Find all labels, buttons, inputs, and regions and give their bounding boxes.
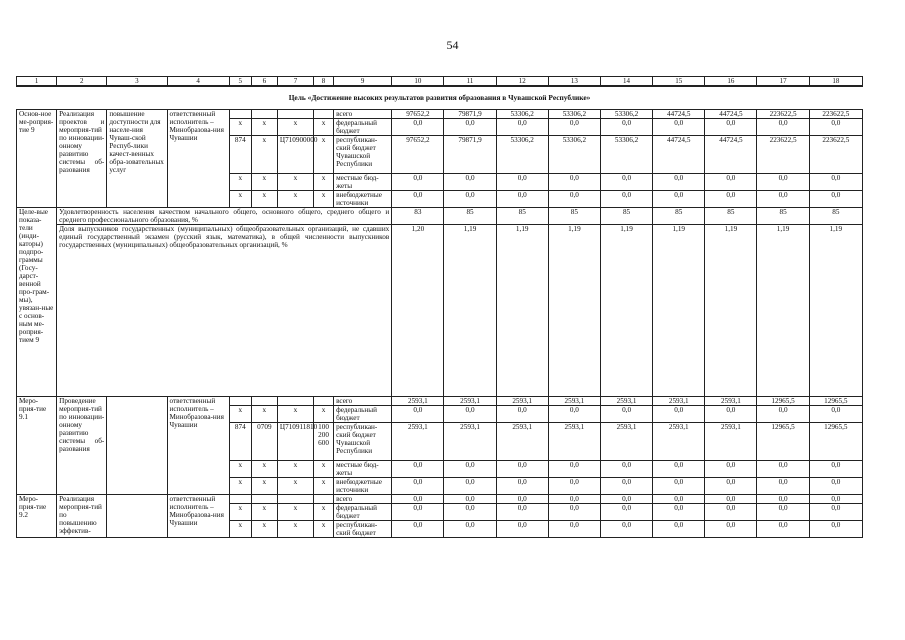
budget-code: [229, 110, 251, 119]
amount-cell: 44724,5: [705, 136, 757, 174]
funding-source: всего: [334, 495, 392, 504]
indicator-value: 85: [809, 208, 862, 225]
budget-code: Ц710911810: [277, 423, 313, 461]
amount-cell: 0,0: [809, 191, 862, 208]
amount-cell: 0,0: [392, 521, 444, 538]
budget-code: [251, 397, 277, 406]
amount-cell: 0,0: [705, 191, 757, 208]
funding-source: федеральный бюджет: [334, 406, 392, 423]
amount-cell: 0,0: [548, 495, 600, 504]
amount-cell: 53306,2: [600, 110, 652, 119]
budget-code: x: [229, 504, 251, 521]
indicator-value: 85: [496, 208, 548, 225]
budget-code: [229, 495, 251, 504]
amount-cell: 0,0: [548, 521, 600, 538]
amount-cell: 0,0: [392, 495, 444, 504]
amount-cell: 0,0: [444, 461, 496, 478]
amount-cell: 0,0: [653, 478, 705, 495]
amount-cell: 0,0: [392, 191, 444, 208]
budget-code: x: [277, 119, 313, 136]
amount-cell: 2593,1: [496, 397, 548, 406]
indicator-row: [17, 225, 863, 397]
amount-cell: 0,0: [496, 119, 548, 136]
column-number: 15: [653, 77, 705, 87]
amount-cell: 0,0: [705, 521, 757, 538]
indicator-value: 85: [600, 208, 652, 225]
column-number: 7: [277, 77, 313, 87]
indicator-value: 83: [392, 208, 444, 225]
amount-cell: 0,0: [548, 174, 600, 191]
budget-code: x: [314, 119, 334, 136]
column-number: 3: [107, 77, 167, 87]
amount-cell: 0,0: [757, 478, 809, 495]
amount-cell: 12965,5: [757, 397, 809, 406]
budget-code: x: [251, 406, 277, 423]
amount-cell: 53306,2: [496, 136, 548, 174]
amount-cell: 0,0: [705, 504, 757, 521]
budget-code: 874: [229, 136, 251, 174]
event-name: Основ-ное ме-роприя-тие 9: [17, 110, 57, 208]
amount-cell: 0,0: [496, 521, 548, 538]
budget-table: [16, 76, 863, 538]
amount-cell: 53306,2: [548, 136, 600, 174]
budget-code: [277, 495, 313, 504]
budget-code: x: [251, 119, 277, 136]
amount-cell: 0,0: [600, 478, 652, 495]
amount-cell: 2593,1: [653, 397, 705, 406]
funding-source: местные бюд-жеты: [334, 461, 392, 478]
indicator-value: 1,20: [392, 225, 444, 397]
amount-cell: 2593,1: [600, 397, 652, 406]
amount-cell: 0,0: [496, 504, 548, 521]
amount-cell: 0,0: [600, 521, 652, 538]
amount-cell: 0,0: [548, 478, 600, 495]
amount-cell: 0,0: [653, 521, 705, 538]
event-title: Проведение мероприя-тий по инновации-онному развитию системы об-разования: [57, 397, 107, 495]
indicator-value: 1,19: [809, 225, 862, 397]
executor: ответственный исполнитель – Минобразова-ния Чувашии: [167, 110, 229, 208]
amount-cell: 0,0: [548, 461, 600, 478]
funding-source: всего: [334, 110, 392, 119]
amount-cell: 0,0: [653, 174, 705, 191]
amount-cell: 0,0: [757, 191, 809, 208]
indicator-value: 1,19: [548, 225, 600, 397]
amount-cell: 12965,5: [757, 423, 809, 461]
goal-row: [17, 86, 863, 110]
event-title: Реализация мероприя-тий по повышению эффектив-: [57, 495, 107, 538]
amount-cell: 2593,1: [548, 397, 600, 406]
amount-cell: 0,0: [548, 406, 600, 423]
amount-cell: 0,0: [705, 174, 757, 191]
budget-code: 874: [229, 423, 251, 461]
budget-code: x: [229, 478, 251, 495]
amount-cell: 0,0: [705, 406, 757, 423]
budget-code: x: [229, 461, 251, 478]
funding-source: всего: [334, 397, 392, 406]
amount-cell: 2593,1: [653, 423, 705, 461]
budget-code: x: [229, 521, 251, 538]
amount-cell: 0,0: [809, 495, 862, 504]
amount-cell: 0,0: [392, 174, 444, 191]
budget-code: x: [251, 478, 277, 495]
amount-cell: 0,0: [392, 461, 444, 478]
amount-cell: 0,0: [444, 504, 496, 521]
amount-cell: 53306,2: [496, 110, 548, 119]
amount-cell: 2593,1: [548, 423, 600, 461]
amount-cell: 0,0: [444, 174, 496, 191]
amount-cell: 0,0: [444, 119, 496, 136]
budget-code: x: [277, 521, 313, 538]
budget-code: [277, 397, 313, 406]
budget-code: [314, 495, 334, 504]
indicator-value: 1,19: [444, 225, 496, 397]
budget-code: x: [251, 461, 277, 478]
indicators-label: Целе-вые показа-тели (инди-каторы) подпро-граммы (Госу-дарст-венной про-грам-мы), увязан-ные с основ-ным ме-роприя-тием 9: [17, 208, 57, 397]
amount-cell: 0,0: [757, 461, 809, 478]
amount-cell: 0,0: [600, 495, 652, 504]
amount-cell: 97652,2: [392, 136, 444, 174]
budget-code: x: [314, 191, 334, 208]
indicator-value: 85: [444, 208, 496, 225]
budget-code: x: [229, 119, 251, 136]
column-number: 12: [496, 77, 548, 87]
budget-code: x: [229, 406, 251, 423]
indicator-value: 85: [757, 208, 809, 225]
budget-code: Ц710900000: [277, 136, 313, 174]
amount-cell: 0,0: [496, 174, 548, 191]
event-target: [107, 397, 167, 495]
budget-code: x: [314, 136, 334, 174]
amount-cell: 0,0: [809, 174, 862, 191]
amount-cell: 0,0: [809, 406, 862, 423]
budget-code: [251, 495, 277, 504]
amount-cell: 0,0: [757, 504, 809, 521]
amount-cell: 0,0: [809, 521, 862, 538]
budget-code: x: [277, 478, 313, 495]
column-number: 10: [392, 77, 444, 87]
amount-cell: 0,0: [548, 504, 600, 521]
budget-code: x: [314, 521, 334, 538]
amount-cell: 53306,2: [600, 136, 652, 174]
budget-code: x: [277, 406, 313, 423]
amount-cell: 2593,1: [444, 423, 496, 461]
amount-cell: 2593,1: [496, 423, 548, 461]
budget-code: [277, 110, 313, 119]
amount-cell: 0,0: [757, 521, 809, 538]
budget-code: [314, 397, 334, 406]
indicator-text: Доля выпускников государственных (муниципальных) общеобразовательных организаций, не сдавших единый государственный экзамен (русский язык, математика), в общей численности выпускников государственных (муниципальных) общеобразовательных организаций, %: [57, 225, 392, 397]
funding-source: внебюджетные источники: [334, 478, 392, 495]
amount-cell: 12965,5: [809, 423, 862, 461]
column-number: 16: [705, 77, 757, 87]
amount-cell: 2593,1: [705, 397, 757, 406]
amount-cell: 0,0: [809, 504, 862, 521]
event-name: Меро-прия-тие 9.2: [17, 495, 57, 538]
column-number: 1: [17, 77, 57, 87]
amount-cell: 0,0: [392, 504, 444, 521]
budget-code: x: [229, 174, 251, 191]
amount-cell: 2593,1: [392, 397, 444, 406]
funding-source: республикан-ский бюджет Чувашской Республики: [334, 423, 392, 461]
page-number: 54: [446, 38, 459, 52]
amount-cell: 0,0: [757, 119, 809, 136]
budget-code: [251, 110, 277, 119]
budget-code: x: [314, 478, 334, 495]
column-numbers-row: [17, 77, 863, 87]
indicator-value: 1,19: [496, 225, 548, 397]
table-row: [17, 397, 863, 406]
amount-cell: 44724,5: [705, 110, 757, 119]
column-number: 4: [167, 77, 229, 87]
amount-cell: 79871,9: [444, 136, 496, 174]
indicator-value: 1,19: [600, 225, 652, 397]
budget-code: x: [277, 191, 313, 208]
funding-source: республикан-ский бюджет: [334, 521, 392, 538]
budget-code: x: [314, 461, 334, 478]
amount-cell: 0,0: [653, 191, 705, 208]
column-number: 8: [314, 77, 334, 87]
amount-cell: 223622,5: [757, 110, 809, 119]
amount-cell: 2593,1: [600, 423, 652, 461]
indicator-value: 85: [705, 208, 757, 225]
amount-cell: 223622,5: [809, 136, 862, 174]
amount-cell: 0,0: [392, 478, 444, 495]
amount-cell: 0,0: [496, 191, 548, 208]
budget-code: x: [314, 406, 334, 423]
amount-cell: 0,0: [600, 191, 652, 208]
column-number: 17: [757, 77, 809, 87]
budget-code: 0709: [251, 423, 277, 461]
table-row: [17, 495, 863, 504]
column-number: 14: [600, 77, 652, 87]
amount-cell: 0,0: [444, 521, 496, 538]
budget-code: x: [277, 504, 313, 521]
budget-code: x: [251, 174, 277, 191]
amount-cell: 53306,2: [548, 110, 600, 119]
amount-cell: 0,0: [496, 461, 548, 478]
event-target: повышение доступности для населе-ния Чуваш-ской Респуб-лики качест-венных обра-зовательных услуг: [107, 110, 167, 208]
amount-cell: 2593,1: [444, 397, 496, 406]
budget-code: x: [277, 174, 313, 191]
amount-cell: 0,0: [392, 406, 444, 423]
indicator-value: 85: [653, 208, 705, 225]
budget-code: x: [277, 461, 313, 478]
amount-cell: 0,0: [705, 119, 757, 136]
funding-source: внебюджетные источники: [334, 191, 392, 208]
table-row: [17, 110, 863, 119]
amount-cell: 0,0: [653, 406, 705, 423]
column-number: 6: [251, 77, 277, 87]
amount-cell: 2593,1: [705, 423, 757, 461]
amount-cell: 0,0: [444, 191, 496, 208]
column-number: 11: [444, 77, 496, 87]
amount-cell: 0,0: [444, 478, 496, 495]
amount-cell: 0,0: [653, 504, 705, 521]
amount-cell: 0,0: [600, 504, 652, 521]
column-number: 9: [334, 77, 392, 87]
budget-code: [314, 110, 334, 119]
amount-cell: 0,0: [705, 461, 757, 478]
column-number: 5: [229, 77, 251, 87]
event-title: Реализация проектов и мероприя-тий по инновации-онному развитию системы об-разования: [57, 110, 107, 208]
amount-cell: 44724,5: [653, 136, 705, 174]
amount-cell: 0,0: [600, 406, 652, 423]
indicator-value: 1,19: [757, 225, 809, 397]
column-number: 18: [809, 77, 862, 87]
budget-code: [229, 397, 251, 406]
budget-code: x: [251, 191, 277, 208]
executor: ответственный исполнитель – Минобразова-ния Чувашии: [167, 495, 229, 538]
budget-code: x: [314, 174, 334, 191]
budget-code: 100 200 600: [314, 423, 334, 461]
amount-cell: 0,0: [496, 478, 548, 495]
budget-code: x: [251, 136, 277, 174]
indicator-value: 85: [548, 208, 600, 225]
budget-code: x: [314, 504, 334, 521]
amount-cell: 0,0: [496, 495, 548, 504]
amount-cell: 0,0: [444, 406, 496, 423]
amount-cell: 223622,5: [809, 110, 862, 119]
amount-cell: 0,0: [548, 191, 600, 208]
amount-cell: 223622,5: [757, 136, 809, 174]
amount-cell: 0,0: [653, 119, 705, 136]
amount-cell: 79871,9: [444, 110, 496, 119]
amount-cell: 0,0: [809, 461, 862, 478]
amount-cell: 0,0: [757, 495, 809, 504]
funding-source: республикан-ский бюджет Чувашской Республики: [334, 136, 392, 174]
amount-cell: 0,0: [496, 406, 548, 423]
funding-source: федеральный бюджет: [334, 504, 392, 521]
amount-cell: 0,0: [444, 495, 496, 504]
amount-cell: 0,0: [600, 461, 652, 478]
budget-code: x: [251, 521, 277, 538]
funding-source: федеральный бюджет: [334, 119, 392, 136]
indicator-value: 1,19: [705, 225, 757, 397]
indicator-value: 1,19: [653, 225, 705, 397]
amount-cell: 0,0: [653, 461, 705, 478]
column-number: 13: [548, 77, 600, 87]
column-number: 2: [57, 77, 107, 87]
amount-cell: 0,0: [600, 119, 652, 136]
budget-code: x: [229, 191, 251, 208]
amount-cell: 12965,5: [809, 397, 862, 406]
amount-cell: 44724,5: [653, 110, 705, 119]
event-name: Меро-прия-тие 9.1: [17, 397, 57, 495]
amount-cell: 97652,2: [392, 110, 444, 119]
amount-cell: 0,0: [600, 174, 652, 191]
amount-cell: 0,0: [757, 406, 809, 423]
amount-cell: 0,0: [653, 495, 705, 504]
indicator-row: [17, 208, 863, 225]
executor: ответственный исполнитель – Минобразова-ния Чувашии: [167, 397, 229, 495]
indicator-text: Удовлетворенность населения качеством начального общего, основного общего, среднего общего и среднего профессионального образования, %: [57, 208, 392, 225]
event-target: [107, 495, 167, 538]
amount-cell: 0,0: [809, 119, 862, 136]
goal-title: Цель «Достижение высоких результатов развития образования в Чувашской Республике»: [17, 86, 863, 110]
amount-cell: 0,0: [705, 495, 757, 504]
amount-cell: 0,0: [757, 174, 809, 191]
amount-cell: 0,0: [548, 119, 600, 136]
amount-cell: 0,0: [809, 478, 862, 495]
funding-source: местные бюд-жеты: [334, 174, 392, 191]
amount-cell: 0,0: [705, 478, 757, 495]
amount-cell: 2593,1: [392, 423, 444, 461]
budget-code: x: [251, 504, 277, 521]
amount-cell: 0,0: [392, 119, 444, 136]
